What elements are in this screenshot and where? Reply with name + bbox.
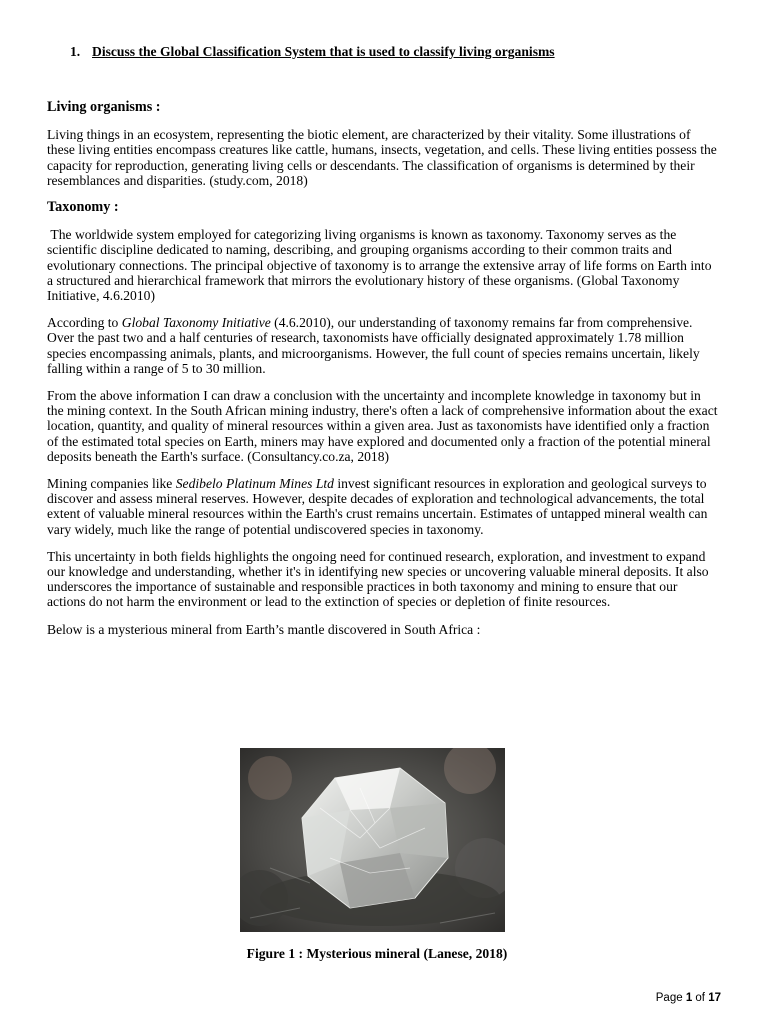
living-organisms-heading: Living organisms : bbox=[47, 99, 161, 115]
gti-paragraph: According to Global Taxonomy Initiative (4.6.2010), our understanding of taxonomy remains far from comprehensive. Over the past two and a half centuries of research, taxonomists have officially designated approximately 1.78 million species encompassing animals, plants, and microorganisms. However, the full count of species remains uncertain, likely falling within a range of 5 to 30 million. bbox=[47, 315, 700, 376]
taxonomy-heading: Taxonomy : bbox=[47, 199, 119, 216]
total-pages: 17 bbox=[708, 992, 721, 1004]
uncertainty-paragraph: This uncertainty in both fields highlights the ongoing need for continued research, exploration, and investment to expand our knowledge and understanding, whether it's in identifying new species or uncovering valuable mineral deposits. It also underscores the importance of sustainable and responsible practices in both taxonomy and mining to ensure that our actions do not harm the environment or lead to the extinction of species or depletion of finite resources. bbox=[47, 548, 709, 610]
gti-name: Global Taxonomy Initiative bbox=[121, 315, 271, 331]
question-heading bbox=[70, 44, 555, 60]
conclusion-paragraph: From the above information I can draw a conclusion with the uncertainty and incomplete knowledge in taxonomy but in the mining context. In the South African mining industry, there's often a lack of comprehensive information about the exact location, quantity, and quality of mineral resources within a given area. Just as taxonomists have identified only a fraction of the estimated total species on Earth, miners may have explored and documented only a fraction of the potential mineral deposits beneath the Earth's surface. (Consultancy.co.za, 2018) bbox=[47, 388, 718, 464]
page-footer: Page 1 of 17 bbox=[655, 992, 721, 1004]
body-content bbox=[47, 100, 719, 649]
mineral-photo bbox=[240, 748, 505, 932]
question-text: Discuss the Global Classification System that is used to classify living organisms bbox=[92, 44, 555, 59]
mineral-image bbox=[240, 748, 505, 932]
current-page: 1 bbox=[685, 992, 693, 1004]
mining-paragraph: Mining companies like Sedibelo Platinum Mines Ltd invest significant resources in exploration and geological surveys to discover and assess mineral reserves. However, despite decades of exploration and technological advancements, the total extent of valuable mineral resources within the Earth's crust remains uncertain. Estimates of untapped mineral wealth can vary widely, much like the range of potential undiscovered species in taxonomy. bbox=[47, 476, 708, 537]
below-mineral-paragraph: Below is a mysterious mineral from Earth’s mantle discovered in South Africa : bbox=[47, 621, 481, 637]
question-number: 1. bbox=[70, 44, 81, 59]
living-organisms-paragraph: Living things in an ecosystem, representing the biotic element, are characterized by their vitality. Some illustrations of these living entities encompass creatures like cattle, humans, insects, vegetation, and cells. These living entities possess the capacity for reproduction, generating living cells or descendants. The classification of organisms is determined by their resemblances and disparities. (study.com, 2018) bbox=[47, 127, 717, 188]
figure-caption: Figure 1 : Mysterious mineral (Lanese, 2018) bbox=[246, 946, 508, 961]
taxonomy-paragraph: The worldwide system employed for categorizing living organisms is known as taxonomy. Taxonomy serves as the scientific discipline dedicated to naming, describing, and grouping organisms according to their common traits and evolutionary connections. The principal objective of taxonomy is to arrange the extensive array of life forms on Earth into a structured and hierarchical framework that mirrors the evolutionary history of these organisms. (Global Taxonomy Initiative, 4.6.2010) bbox=[47, 227, 712, 304]
mining-company-name: Sedibelo Platinum Mines Ltd bbox=[175, 476, 334, 492]
